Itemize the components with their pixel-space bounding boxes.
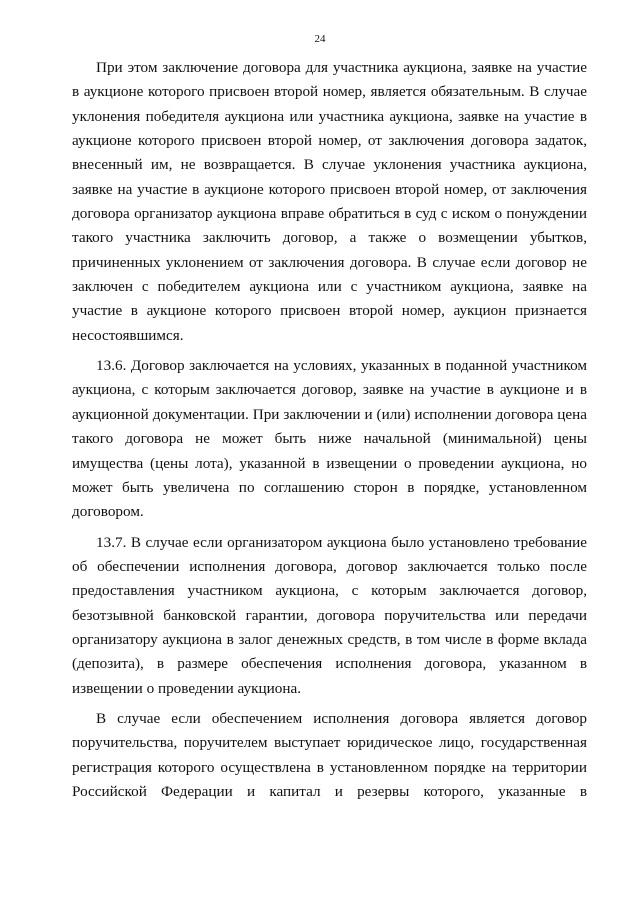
text-line: аукционной документации. При заключении и (или) исполнении договора цена [72, 405, 587, 423]
text-line: такого договора не может быть ниже начальной (минимальной) цены [72, 430, 587, 448]
paragraph-13-7 [72, 531, 587, 701]
text-line: 13.7. В случае если организатором аукциона было установлено требование [96, 533, 587, 551]
text-line: регистрация которого осуществлена в установленном порядке на территории [72, 758, 587, 776]
text-line: Российской Федерации и капитал и резервы которого, указанные в [72, 782, 587, 800]
text-line: заключен с победителем аукциона или с участником аукциона, заявке на [72, 278, 587, 296]
text-line: извещении о проведении аукциона. [72, 679, 301, 697]
text-line: заявке на участие в аукционе которого присвоен второй номер, от заключения [72, 180, 587, 198]
text-line: аукционе которого присвоен второй номер, от заключения договора задаток, [72, 132, 587, 150]
text-line: (депозита), в размере обеспечения исполнения договора, указанном в [72, 655, 587, 673]
text-line: в аукционе которого присвоен второй номер, является обязательным. В случае [72, 83, 587, 101]
text-line: организатору аукциона в залог денежных средств, в том числе в форме вклада [72, 630, 587, 648]
paragraph-13-6 [72, 354, 587, 524]
text-line: В случае если обеспечением исполнения договора является договор [96, 709, 587, 727]
text-line: договора организатор аукциона вправе обратиться в суд с иском о понуждении [72, 205, 587, 223]
text-line: При этом заключение договора для участника аукциона, заявке на участие [96, 59, 587, 76]
text-line: уклонения победителя аукциона или участника аукциона, заявке на участие в [72, 107, 587, 125]
text-line: безотзывной банковской гарантии, договора поручительства или передачи [72, 606, 587, 624]
text-line: внесенный им, не возвращается. В случае уклонения участника аукциона, [72, 156, 587, 174]
text-line: такого участника заключить договор, а также о возмещении убытков, [72, 229, 587, 247]
text-line: несостоявшимся. [72, 326, 184, 344]
text-line: поручительства, поручителем выступает юридическое лицо, государственная [72, 734, 587, 752]
paragraph-1 [72, 56, 587, 348]
text-line: имущества (цены лота), указанной в извещении о проведении аукциона, но [72, 454, 587, 472]
page-number: 24 [314, 33, 326, 45]
text-line: может быть увеличена по соглашению сторон в порядке, установленном [72, 478, 587, 496]
document-body [72, 56, 587, 804]
text-line: аукциона, с которым заключается договор, заявке на участие в аукционе и в [72, 381, 587, 399]
text-line: 13.6. Договор заключается на условиях, указанных в поданной участником [96, 357, 587, 375]
text-line: участие в аукционе которого присвоен второй номер, аукцион признается [72, 302, 587, 320]
paragraph-guarantee [72, 707, 587, 804]
text-line: предоставления участником аукциона, с которым заключается договор, [72, 582, 587, 600]
text-line: об обеспечении исполнения договора, договор заключается только после [72, 557, 587, 575]
text-line: договором. [72, 503, 144, 521]
text-line: причиненных уклонением от заключения договора. В случае если договор не [72, 253, 587, 271]
